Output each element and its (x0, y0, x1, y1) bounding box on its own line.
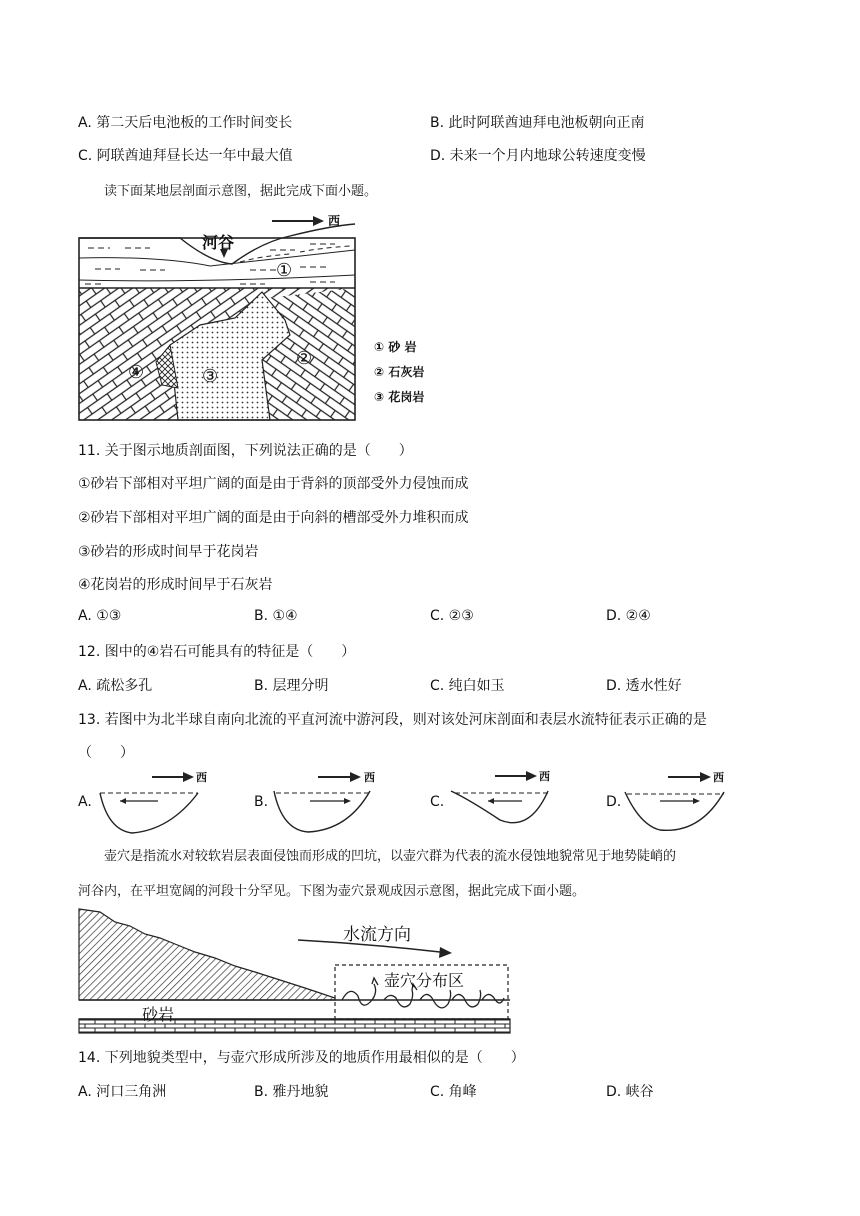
q13d-direction: 西 (713, 771, 724, 784)
q11-option-c: C. ②③ (430, 608, 474, 624)
q14-option-a: A. 河口三角洲 (78, 1084, 167, 1100)
q13-option-b-label: B. (254, 794, 269, 810)
q11-statement-4: ④花岗岩的形成时间早于石灰岩 (78, 577, 273, 593)
q13c-direction: 西 (539, 770, 550, 783)
q10-option-b: B. 此时阿联酋迪拜电池板朝向正南 (430, 115, 645, 131)
fig1-valley-label: 河谷 (202, 233, 235, 252)
q12-option-c: C. 纯白如玉 (430, 678, 505, 694)
q12-stem: 12. 图中的④岩石可能具有的特征是（ ） (78, 644, 356, 660)
intro-paragraph-2-line1: 壶穴是指流水对较软岩层表面侵蚀而形成的凹坑，以壶穴群为代表的流水侵蚀地貌常见于地势陡峭的 (104, 849, 677, 864)
q10-option-a: A. 第二天后电池板的工作时间变长 (78, 115, 293, 131)
legend-item: ③ 花岗岩 (374, 390, 425, 404)
fig2-sandstone-label: 砂岩 (142, 1005, 175, 1024)
q12-option-b: B. 层理分明 (254, 678, 329, 694)
fig1-sandstone-marker: ① (276, 260, 293, 281)
fig1-rock4-marker: ④ (128, 362, 145, 383)
q11-option-d: D. ②④ (606, 608, 651, 624)
fig2-pothole-zone-label: 壶穴分布区 (384, 971, 465, 990)
fig2-flow-direction-label: 水流方向 (343, 925, 411, 945)
q13-option-c-label: C. (430, 794, 445, 810)
q12-option-d: D. 透水性好 (606, 678, 682, 694)
q13-stem: 13. 若图中为北半球自南向北流的平直河流中游河段，则对该处河床剖面和表层水流特征表示正确的是 (78, 712, 707, 728)
intro-paragraph-1: 读下面某地层剖面示意图，据此完成下面小题。 (104, 184, 378, 199)
q11-option-a: A. ①③ (78, 608, 122, 624)
fig1-direction-label: 西 (328, 214, 341, 228)
q11-stem: 11. 关于图示地质剖面图，下列说法正确的是（ ） (78, 443, 413, 459)
q14-option-d: D. 峡谷 (606, 1084, 654, 1100)
q11-statement-2: ②砂岩下部相对平坦广阔的面是由于向斜的槽部受外力堆积而成 (78, 510, 469, 526)
q14-stem: 14. 下列地貌类型中，与壶穴形成所涉及的地质作用最相似的是（ ） (78, 1050, 525, 1066)
intro-paragraph-2-line2: 河谷内，在平坦宽阔的河段十分罕见。下图为壶穴景观成因示意图，据此完成下面小题。 (78, 884, 586, 899)
q10-option-c: C. 阿联酋迪拜昼长达一年中最大值 (78, 148, 293, 164)
fig1-granite-marker: ③ (202, 366, 219, 387)
legend-item: ② 石灰岩 (374, 365, 425, 379)
q13a-direction: 西 (196, 771, 207, 784)
q13-stem-bracket: （ ） (78, 745, 134, 761)
legend-item: ① 砂 岩 (374, 340, 417, 354)
fig1-limestone-marker: ② (296, 348, 313, 369)
q11-statement-3: ③砂岩的形成时间早于花岗岩 (78, 544, 259, 560)
q13-option-a-label: A. (78, 794, 92, 810)
q10-option-d: D. 未来一个月内地球公转速度变慢 (430, 148, 646, 164)
q13-option-d-label: D. (606, 794, 622, 810)
q11-statement-1: ①砂岩下部相对平坦广阔的面是由于背斜的顶部受外力侵蚀而成 (78, 476, 469, 492)
q14-option-c: C. 角峰 (430, 1084, 477, 1100)
q14-option-b: B. 雅丹地貌 (254, 1084, 329, 1100)
q13b-direction: 西 (364, 771, 375, 784)
q12-option-a: A. 疏松多孔 (78, 678, 153, 694)
q11-option-b: B. ①④ (254, 608, 298, 624)
